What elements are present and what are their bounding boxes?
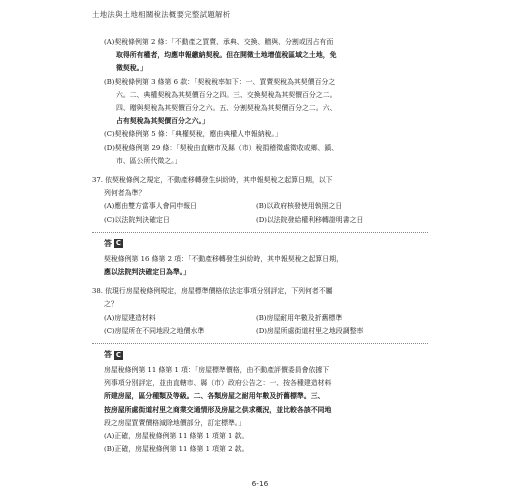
explanation-block — [92, 36, 428, 168]
dotted-divider — [92, 232, 428, 233]
answer-37-line-1: 契稅條例第 16 條第 2 項：「不動產移轉發生糾紛時，其申報契稅之起算日期， — [104, 254, 343, 263]
explanation-a-line-1 — [92, 36, 428, 49]
answer-letter-badge: C — [115, 350, 122, 359]
option-a: (A)房屋建造材料 — [104, 313, 156, 322]
question-37-stem-1: 37. 依契稅條例之規定，不動產移轉發生糾紛時，其申報契稅之起算日期，以下 — [92, 176, 333, 185]
option-c: (C)以法院判決確定日 — [104, 215, 170, 224]
answer-38-line-5: 段之房屋買賣價格減除地價部分，訂定標準。」 — [104, 418, 246, 427]
explanation-b-line-3: 四、贈與契稅為其契價百分之六。五、分割契稅為其契價百分之二。六、 — [116, 104, 337, 113]
option-d: (D)以法院發給權利移轉證明書之日 — [256, 215, 364, 224]
explanation-c-line-1: (C)契稅條例第 5 條：「典權契稅，應由典權人申報納稅。」 — [104, 130, 282, 139]
question-38 — [92, 285, 428, 338]
answer-38-line-3: 所建房屋，區分種類及等級。二、各類房屋之耐用年數及折舊標準。三、 — [104, 392, 325, 401]
question-37-options-row-2 — [92, 214, 428, 227]
explanation-text: (A)契稅條例第 2 條：「不動產之買賣、承典、交換、贈與、分割或因占有而 — [104, 38, 334, 46]
explanation-a-line-2: 取得所有權者，均應申報繳納契稅。但在開徵土地增值稅區域之土地，免 — [116, 51, 337, 60]
answer-38-line-6: (A)正確，房屋稅條例第 11 條第 1 項第 1 款。 — [104, 432, 249, 441]
option-b: (B)房屋耐用年數及折舊標準 — [256, 313, 343, 322]
question-38-stem-1: 38. 依現行房屋稅條例規定，房屋標準價格依法定事項分別評定，下列何者不屬 — [92, 287, 333, 296]
explanation-b-line-1: (B)契稅條例第 3 條第 6 款：「契稅稅率如下：一、買賣契稅為其契價百分之 — [104, 77, 336, 86]
answer-38-line-4: 按房屋所處街道村里之商業交通情形及房屋之供求概況，並比較各該不同地 — [104, 405, 332, 414]
question-38-options-row-2 — [92, 325, 428, 338]
answer-37 — [92, 237, 428, 279]
option-a: (A)應由雙方當事人會同申報日 — [104, 202, 198, 211]
option-c: (C)房屋所在不同地段之地價水準 — [104, 326, 205, 335]
question-38-options-row-1 — [92, 312, 428, 325]
page-content — [92, 36, 428, 456]
page-number: 6-16 — [251, 479, 269, 488]
question-37-options-row-1 — [92, 200, 428, 213]
explanation-b-line-4: 占有契稅為其契價百分之六。」 — [116, 117, 210, 126]
question-37-stem-2: 列何者為準？ — [104, 189, 146, 198]
running-header: 土地法與土地相關稅法概要完整試題解析 — [92, 10, 231, 19]
explanation-d-line-1: (D)契稅條例第 29 條：「契稅由直轄市及縣（市）稅捐稽徵處徵收或鄉、鎮、 — [104, 143, 339, 152]
answer-label: 答 — [104, 349, 112, 360]
answer-text: 列事項分別評定，並由直轄市、縣（市）政府公告之：一、按各種建造材料 — [104, 379, 332, 388]
answer-37-line-2: 應以法院判決確定日為準。」 — [104, 268, 191, 277]
answer-38 — [92, 348, 428, 456]
question-38-stem-2: 之？ — [104, 300, 118, 309]
explanation-a-line-3: 徵契稅。」 — [116, 64, 148, 73]
option-d: (D)房屋所處街道村里之地段調整率 — [256, 326, 364, 335]
answer-37-header — [104, 237, 428, 251]
explanation-d-line-2: 市、區公所代徵之。」 — [116, 156, 182, 165]
explanation-b-line-2: 六。二、典權契稅為其契價百分之四。三、交換契稅為其契價百分之二。 — [116, 90, 337, 99]
answer-38-line-1: 房屋稅條例第 11 條第 1 項：「房屋標準價格，由不動產評價委員會依據下 — [104, 366, 330, 375]
answer-label: 答 — [104, 238, 112, 249]
answer-38-line-7: (B)正確，房屋稅條例第 11 條第 1 項第 2 款。 — [104, 445, 249, 454]
dotted-divider — [92, 343, 428, 344]
answer-letter-badge: C — [115, 239, 122, 248]
option-b: (B)以政府核發使用執照之日 — [256, 202, 343, 211]
question-37 — [92, 174, 428, 227]
answer-38-header — [104, 348, 428, 362]
answer-38-line-2 — [92, 377, 428, 390]
